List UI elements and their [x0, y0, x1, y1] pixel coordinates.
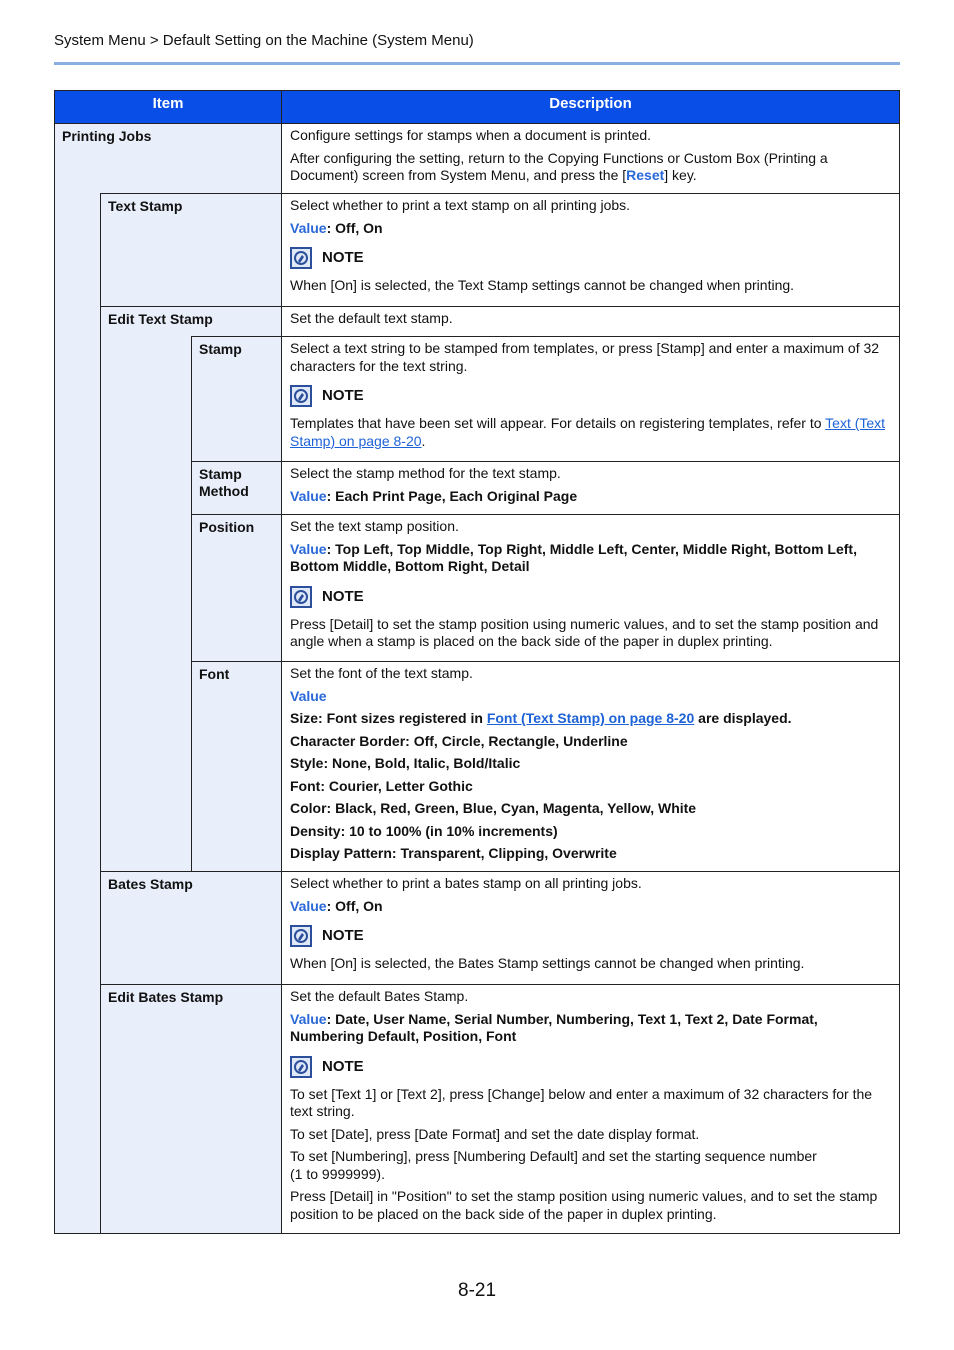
note-hand-icon	[290, 385, 312, 407]
column-header-item: Item	[54, 90, 282, 124]
column-header-description: Description	[281, 90, 900, 124]
text-stamp-link[interactable]: Text (Text Stamp) on page 8-20	[290, 415, 886, 449]
value-label: Value	[290, 540, 327, 557]
desc-font: Set the font of the text stamp. Value Size: Font sizes registered in Font (Text Stamp) on page 8-20 are displayed. Character Border: Off, Circle, Rectangle, Underline Style: None, Bold, Italic, Bold/Italic Font: Courier, Letter Gothic Color: Black, Red, Green, Blue, Cyan, Magenta, Yellow, White Density: 10 to 100% (in 10% increments) Display Pattern: Transparent, Clipping, Overwrite	[281, 661, 900, 872]
breadcrumb: System Menu > Default Setting on the Machine (System Menu)	[54, 32, 474, 49]
note-heading: NOTE	[290, 585, 891, 609]
note-hand-icon	[290, 586, 312, 608]
note-heading: NOTE	[290, 384, 891, 408]
note-heading: NOTE	[290, 1055, 891, 1079]
note-heading: NOTE	[290, 924, 891, 948]
item-position: Position	[191, 514, 282, 662]
note-heading: NOTE	[290, 246, 891, 270]
value-label: Value	[290, 219, 327, 236]
desc-bates-stamp: Select whether to print a bates stamp on all printing jobs. Value: Off, On NOTE When [On] is selected, the Bates Stamp settings cannot be changed when printing.	[281, 871, 900, 985]
item-edit-bates-stamp: Edit Bates Stamp	[100, 984, 282, 1234]
item-edit-text-stamp: Edit Text Stamp	[100, 306, 282, 872]
header-divider	[54, 62, 900, 65]
value-label: Value	[290, 897, 327, 914]
desc-position: Set the text stamp position. Value: Top Left, Top Middle, Top Right, Middle Left, Center, Middle Right, Bottom Left, Bottom Middle, Bottom Right, Detail NOTE Press [Detail] to set the stamp position using numeric values, and to set the stamp position and angle when a stamp is placed on the back side of the paper in duplex printing.	[281, 514, 900, 662]
note-hand-icon	[290, 247, 312, 269]
font-text-stamp-link[interactable]: Font (Text Stamp) on page 8-20	[486, 710, 695, 726]
note-hand-icon	[290, 1056, 312, 1078]
value-label: Value	[290, 687, 327, 704]
item-stamp-method: Stamp Method	[191, 461, 282, 515]
item-stamp: Stamp	[191, 336, 282, 462]
item-text-stamp: Text Stamp	[100, 193, 282, 307]
item-printing-jobs: Printing Jobs	[54, 123, 282, 1234]
desc-edit-bates-stamp: Set the default Bates Stamp. Value: Date, User Name, Serial Number, Numbering, Text 1, Text 2, Date Format, Numbering Default, Position, Font NOTE To set [Text 1] or [Text 2], press [Change] below and enter a maximum of 32 characters for the text string. To set [Date], press [Date Format] and set the date display format. To set [Numbering], press [Numbering Default] and set the starting sequence number (1 to 9999999). Press [Detail] in "Position" to set the stamp position using numeric values, and to set the stamp position to be placed on the back side of the paper in duplex printing.	[281, 984, 900, 1234]
value-label: Value	[290, 487, 327, 504]
note-hand-icon	[290, 925, 312, 947]
desc-edit-text-stamp: Set the default text stamp.	[281, 306, 900, 337]
item-font: Font	[191, 661, 282, 872]
desc-stamp: Select a text string to be stamped from templates, or press [Stamp] and enter a maximum of 32 characters for the text string. NOTE Templates that have been set will appear. For details on registering templates, refer to Text (Text Stamp) on page 8-20.	[281, 336, 900, 462]
value-label: Value	[290, 1010, 327, 1027]
desc-stamp-method: Select the stamp method for the text stamp. Value: Each Print Page, Each Original Page	[281, 461, 900, 515]
desc-text-stamp: Select whether to print a text stamp on all printing jobs. Value: Off, On NOTE When [On] is selected, the Text Stamp settings cannot be changed when printing.	[281, 193, 900, 307]
item-bates-stamp: Bates Stamp	[100, 871, 282, 985]
page-number: 8-21	[458, 1280, 497, 1301]
desc-printing-jobs: Configure settings for stamps when a document is printed. After configuring the setting, return to the Copying Functions or Custom Box (Printing a Document) screen from System Menu, and press the [Reset] key.	[281, 123, 900, 194]
reset-key-label: Reset	[626, 167, 665, 183]
